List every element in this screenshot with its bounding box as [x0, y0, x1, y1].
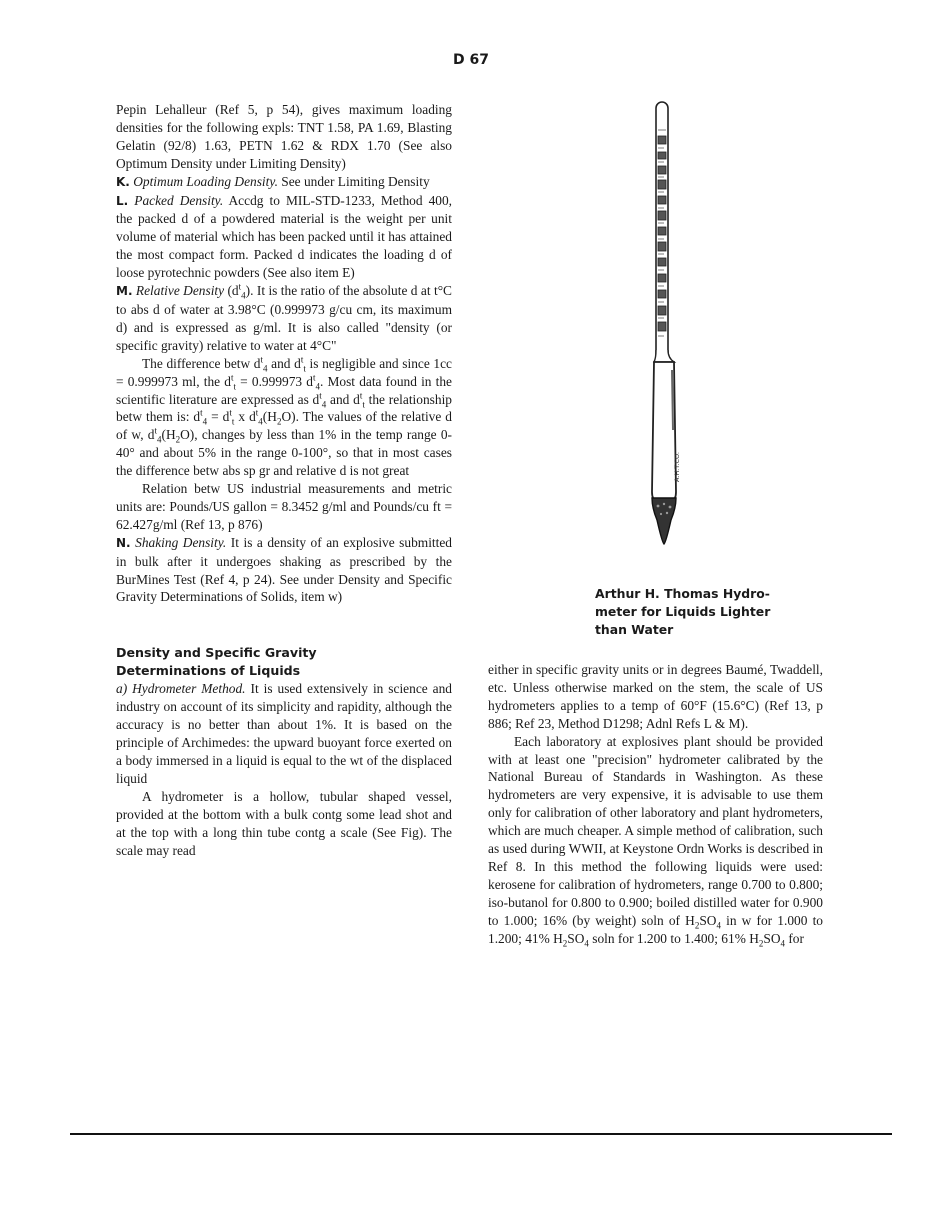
item-l-title: Packed Density.	[134, 192, 224, 208]
paragraph-calibration: Each laboratory at explosives plant should be provided with at least one "precision" hydrometer calibrated by the National Bureau of Standards in Washington. As these hydrometers are very expensive, it is advisable to use them only for calibration of other laboratory and plant hydrometers, which are much cheaper. A simple method of calibration, such as used during WWII, at Keystone Ordn Works is described in Ref 8. In this method the following liquids were used: kerosene for calibration of hydrometers, range 0.700 to 0.800; iso-butanol for 0.800 to 0.900; boiled distilled water for 0.900 to 1.000; 16% (by weight) soln of $H_2SO_4$ in w for 1.000 to 1.200; 41% $H_2SO_4$ soln for 1.200 to 1.400; 61% $H_2SO_4$ for	[488, 733, 823, 949]
right-column	[488, 661, 823, 948]
figure-caption-line2: meter for Liquids Lighter	[595, 604, 771, 619]
item-k-text: See under Limiting Density	[277, 173, 430, 189]
hydrometer-figure	[644, 100, 684, 545]
item-k	[116, 173, 452, 192]
section-heading-line1: Density and Specific Gravity	[116, 645, 317, 661]
section-heading-line2: Determinations of Liquids	[116, 663, 301, 679]
item-l-text: Accdg to MIL-STD-1233, Method 400, the packed d of a powdered material is the weight per unit volume of material which has been packed until it has attained the most compact form. Packed d indicates the loading d of loose pyrotechnic powders (See also item E)	[116, 192, 452, 281]
section-heading	[116, 644, 452, 680]
page-number: D 67	[453, 52, 489, 68]
hydrometer-maker-mark: A.H.T.CO.	[673, 452, 681, 482]
figure-caption-line3: than Water	[595, 622, 674, 637]
item-m-text: It is the ratio of the absolute d at t°C to abs d of water at 3.98°C (0.999973 g/cu cm, its maximum d) and is expressed as g/ml. It is also called "density (or specific gravity) relative to water at 4°C"	[116, 283, 452, 353]
item-k-title: Optimum Loading Density.	[133, 173, 278, 189]
figure-caption	[595, 585, 795, 639]
paragraph-hydrometer-method: a) Hydrometer Method. It is used extensively in science and industry on account of its simplicity and rapidity, although the accuracy is no better than about 1%. It is based on the principle of Archimedes: the upward buoyant force exerted on a body immersed in a liquid is equal to the wt of the displaced liquid	[116, 681, 452, 786]
item-n-text: It is a density of an explosive submitted in bulk after it undergoes shaking as prescribed by the BurMines Test (Ref 4, p 24). See under Density and Specific Gravity Determinations of Solids, item w)	[116, 534, 452, 605]
hydrometer-method-title: a) Hydrometer Method.	[116, 681, 246, 697]
item-m-title: Relative Density	[135, 283, 225, 299]
item-m-symbol: $(d^t_4)$.	[224, 281, 254, 301]
figure-caption-line1: Arthur H. Thomas Hydro-	[595, 586, 770, 601]
paragraph-hydrometer-description: A hydrometer is a hollow, tubular shaped vessel, provided at the bottom with a bulk contg some lead shot and at the top with a long thin tube contg a scale (See Fig). The scale may read	[116, 788, 452, 858]
item-k-letter: K.	[116, 174, 130, 189]
item-l	[116, 192, 452, 283]
item-n	[116, 534, 452, 607]
paragraph-loading-densities: Pepin Lehalleur (Ref 5, p 54), gives maximum loading densities for the following expls: TNT 1.58, PA 1.69, Blasting Gelatin (92/8) 1.63, PETN 1.62 & RDX 1.70 (See also Optimum Density under Limiting Density)	[116, 102, 452, 171]
item-n-letter: N.	[116, 535, 131, 550]
item-n-title: Shaking Density.	[135, 534, 227, 550]
item-l-letter: L.	[116, 193, 129, 208]
left-column	[116, 101, 452, 859]
item-m	[116, 282, 452, 355]
paragraph-difference: The difference betw $d^t_4$ and $d^t_t$ is negligible and since 1cc = 0.999973 ml, the $d^t_t = 0.999973$ $d^t_4$. Most data found in the scientific literature are expressed as $d^t_4$ and $d^t_t$ the relationship betw them is: $d^t_4 = d^t_t$ x $d^t_4(H_2O)$. The values of the relative d of w, $d^t_4(H_2O)$, changes by less than 1% in the temp range 0-40° and about 5% in the range 0-100°, so that in most cases the difference betw abs sp gr and relative d is not great	[116, 354, 453, 479]
item-m-letter: M.	[116, 284, 133, 299]
footer-rule	[70, 1133, 892, 1135]
paragraph-us-metric-relation: Relation betw US industrial measurements and metric units are: Pounds/US gallon = 8.3452 g/ml and Pounds/cu ft = 62.427g/ml (Ref 13, p 876)	[116, 481, 452, 532]
paragraph-scale-units: either in specific gravity units or in degrees Baumé, Twaddell, etc. Unless otherwise marked on the stem, the scale of US hydrometers applies to a temp of 60°F (15.6°C) (Ref 13, p 886; Ref 23, Method D1298; Adnl Refs L & M).	[488, 662, 823, 731]
